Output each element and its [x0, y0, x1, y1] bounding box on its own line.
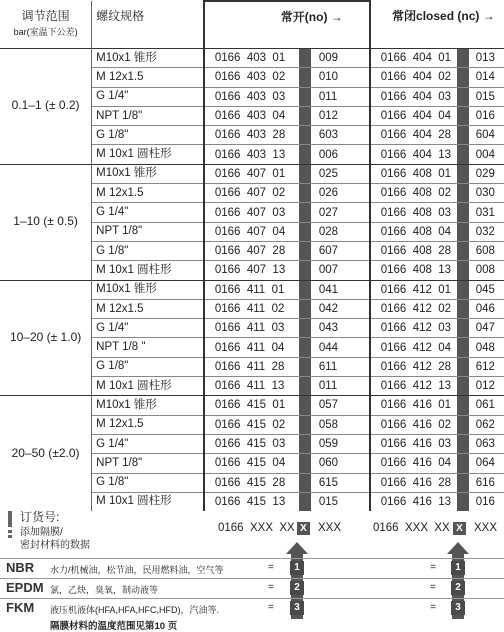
nc-divider-bar [457, 87, 469, 106]
nc-cell [370, 338, 504, 357]
no-part-number: 0166 407 03 [214, 206, 286, 219]
nc-cell [370, 299, 504, 318]
thread-cell: M 12x1.5 [92, 184, 204, 203]
no-suffix: 011 [318, 90, 338, 103]
no-suffix: 015 [318, 495, 339, 508]
no-cell [204, 473, 370, 492]
nc-cell [370, 434, 504, 453]
no-suffix: 026 [318, 187, 339, 200]
thread-cell: M10x1 锥形 [92, 164, 204, 183]
nc-order-suffix: XXX [474, 522, 498, 534]
nc-cell [370, 396, 504, 415]
no-suffix: 011 [318, 380, 338, 393]
no-suffix: 057 [318, 399, 339, 412]
order-line2: 添加隔膜/ [20, 527, 63, 538]
nc-cell [370, 87, 504, 106]
no-suffix: 060 [318, 457, 339, 470]
no-part-number: 0166 403 02 [214, 71, 286, 84]
nc-part-number: 0166 412 04 [380, 341, 452, 354]
nc-suffix: 062 [475, 418, 495, 431]
table-row [0, 49, 504, 68]
no-cell [204, 87, 370, 106]
nc-divider-bar [457, 68, 469, 87]
material-row [0, 598, 504, 618]
nc-title: 常闭closed (nc) → [392, 9, 495, 23]
nc-cell [370, 319, 504, 338]
nc-suffix: 031 [475, 206, 495, 219]
nc-cell [370, 203, 504, 222]
no-cell [204, 299, 370, 318]
no-suffix: 025 [318, 167, 339, 180]
nc-suffix: 046 [475, 303, 495, 315]
nc-part-number: 0166 412 28 [380, 360, 452, 373]
thread-cell: G 1/8" [92, 357, 204, 376]
no-part-number: 0166 407 01 [214, 167, 286, 180]
thread-cell: M 12x1.5 [92, 68, 204, 87]
nc-suffix: 032 [475, 225, 495, 238]
nc-part-number: 0166 416 01 [380, 399, 452, 412]
thread-cell: M10x1 锥形 [92, 280, 204, 299]
nc-part-number: 0166 404 03 [380, 90, 452, 103]
nc-divider-bar [457, 319, 469, 338]
table-row [0, 280, 504, 299]
thread-cell: M 10x1 圆柱形 [92, 261, 204, 280]
no-suffix: 044 [318, 341, 339, 354]
material-row [0, 578, 504, 598]
no-divider-bar [299, 106, 311, 125]
no-header [204, 1, 370, 49]
no-suffix: 042 [318, 303, 339, 315]
no-part-number: 0166 415 13 [214, 495, 286, 508]
no-divider-bar [299, 164, 311, 183]
nc-suffix: 047 [475, 322, 495, 335]
thread-cell: M 10x1 圆柱形 [92, 145, 204, 164]
nc-divider-bar [457, 434, 469, 453]
nc-divider-bar [457, 126, 469, 145]
no-cell [204, 126, 370, 145]
no-divider-bar [299, 454, 311, 473]
range-value: 10–20 (± 1.0) [9, 329, 82, 344]
no-cell [204, 357, 370, 376]
no-part-number: 0166 415 03 [214, 438, 286, 451]
nc-suffix: 612 [475, 360, 495, 373]
no-divider-bar [299, 415, 311, 434]
no-part-number: 0166 403 03 [214, 90, 286, 103]
range-value: 0.1–1 (± 0.2) [11, 98, 80, 113]
no-suffix: 607 [318, 245, 339, 258]
nc-part-number: 0166 408 01 [380, 167, 452, 180]
nc-divider-bar [457, 261, 469, 280]
no-part-number: 0166 403 04 [214, 110, 286, 123]
no-equals-sign: = [268, 562, 274, 573]
nc-part-number: 0166 412 02 [380, 303, 452, 315]
nc-suffix: 004 [475, 148, 495, 161]
nc-divider-bar [457, 396, 469, 415]
nc-part-number: 0166 416 28 [380, 476, 452, 489]
no-part-number: 0166 407 13 [214, 264, 286, 277]
nc-part-number: 0166 408 04 [380, 225, 452, 238]
nc-suffix: 008 [475, 264, 495, 277]
nc-suffix: 012 [475, 380, 495, 393]
no-suffix: 058 [318, 418, 339, 431]
no-divider-bar [299, 338, 311, 357]
nc-divider-bar [457, 145, 469, 164]
no-suffix: 611 [318, 360, 338, 373]
no-part-number: 0166 415 02 [214, 418, 286, 431]
no-cell [204, 415, 370, 434]
no-divider-bar [299, 319, 311, 338]
no-divider-bar [299, 261, 311, 280]
nc-divider-bar [457, 473, 469, 492]
table-row [0, 396, 504, 415]
nc-part-number: 0166 416 02 [380, 418, 452, 431]
thread-cell: M 10x1 圆柱形 [92, 377, 204, 396]
thread-cell: NPT 1/8 " [92, 338, 204, 357]
thread-cell: M 12x1.5 [92, 415, 204, 434]
thread-cell: NPT 1/8" [92, 106, 204, 125]
no-divider-bar [299, 222, 311, 241]
nc-divider-bar [457, 338, 469, 357]
range-cell [0, 49, 92, 165]
nc-equals-sign: = [430, 582, 436, 593]
no-equals-sign: = [268, 602, 274, 613]
nc-cell [370, 184, 504, 203]
no-part-number: 0166 415 28 [214, 476, 286, 489]
no-material-code: 3 [290, 601, 304, 615]
no-suffix: 043 [318, 322, 339, 335]
no-part-number: 0166 411 04 [214, 341, 285, 354]
nc-divider-bar [457, 222, 469, 241]
no-divider-bar [299, 434, 311, 453]
no-cell [204, 106, 370, 125]
range-value: 1–10 (± 0.5) [13, 214, 78, 229]
nc-suffix: 608 [475, 245, 495, 258]
range-value: 20–50 (±2.0) [11, 445, 80, 460]
nc-divider-bar [457, 164, 469, 183]
table-row [0, 164, 504, 183]
nc-suffix: 616 [475, 476, 495, 489]
nc-divider-bar [457, 357, 469, 376]
no-suffix: 028 [318, 225, 339, 238]
no-part-number: 0166 415 01 [214, 399, 286, 412]
nc-suffix: 063 [475, 438, 495, 451]
no-part-number: 0166 411 28 [214, 360, 285, 373]
no-cell [204, 184, 370, 203]
no-part-number: 0166 403 28 [214, 129, 286, 142]
no-part-number: 0166 411 13 [214, 380, 285, 393]
no-divider-bar [299, 87, 311, 106]
exclamation-icon [8, 511, 12, 539]
nc-cell [370, 280, 504, 299]
no-divider-bar [299, 184, 311, 203]
thread-cell: M 10x1 圆柱形 [92, 492, 204, 511]
no-arrow-up-icon [286, 542, 308, 554]
no-cell [204, 319, 370, 338]
thread-header [92, 1, 204, 49]
nc-cell [370, 145, 504, 164]
nc-suffix: 048 [475, 341, 495, 354]
order-label: 订货号: [20, 510, 60, 524]
range-title: 调节范围 [21, 9, 70, 23]
nc-cell [370, 415, 504, 434]
range-subtitle: bar(室温下公差) [13, 27, 78, 37]
thread-cell: G 1/4" [92, 203, 204, 222]
material-row [0, 558, 504, 578]
nc-part-number: 0166 408 02 [380, 187, 452, 200]
no-suffix: 010 [318, 71, 339, 84]
no-cell [204, 338, 370, 357]
thread-cell: G 1/4" [92, 87, 204, 106]
thread-cell: NPT 1/8" [92, 222, 204, 241]
no-cell [204, 280, 370, 299]
no-part-number: 0166 407 28 [214, 245, 286, 258]
nc-cell [370, 473, 504, 492]
thread-cell: G 1/8" [92, 126, 204, 145]
thread-cell: G 1/4" [92, 434, 204, 453]
no-title: 常开(no) → [280, 10, 343, 24]
thread-cell: M 12x1.5 [92, 299, 204, 318]
nc-divider-bar [457, 377, 469, 396]
nc-part-number: 0166 404 02 [380, 71, 452, 84]
no-cell [204, 68, 370, 87]
nc-cell [370, 241, 504, 260]
nc-suffix: 030 [475, 187, 495, 200]
no-part-number: 0166 407 02 [214, 187, 286, 200]
table-body [0, 49, 504, 512]
thread-cell: NPT 1/8" [92, 454, 204, 473]
nc-divider-bar [457, 49, 469, 68]
nc-divider-bar [457, 241, 469, 260]
no-part-number: 0166 407 04 [214, 225, 286, 238]
material-description: 液压机液体(HFA,HFA,HFC,HFD)，汽油等. [50, 605, 219, 615]
no-divider-bar [299, 357, 311, 376]
nc-part-number: 0166 404 28 [380, 129, 452, 142]
nc-suffix: 016 [475, 110, 495, 123]
nc-part-number: 0166 404 01 [380, 52, 452, 65]
range-header [0, 1, 92, 49]
range-cell [0, 164, 92, 280]
nc-cell [370, 68, 504, 87]
nc-suffix: 029 [475, 167, 495, 180]
nc-suffix: 061 [475, 399, 495, 412]
no-cell [204, 434, 370, 453]
no-suffix: 041 [318, 283, 339, 296]
nc-material-code: 1 [451, 561, 465, 575]
nc-header [370, 1, 504, 49]
thread-title: 螺纹规格 [96, 9, 145, 23]
nc-part-number: 0166 408 28 [380, 245, 452, 258]
nc-part-number: 0166 412 13 [380, 380, 452, 393]
nc-part-number: 0166 412 03 [380, 322, 452, 335]
nc-divider-bar [457, 184, 469, 203]
material-description: 水力/机械油，松节油，民用燃料油，空气等 [50, 565, 224, 575]
no-divider-bar [299, 203, 311, 222]
thread-cell: G 1/8" [92, 473, 204, 492]
range-cell [0, 280, 92, 396]
no-part-number: 0166 403 13 [214, 148, 286, 161]
no-divider-bar [299, 68, 311, 87]
no-suffix: 007 [318, 264, 339, 277]
nc-cell [370, 222, 504, 241]
footnote: 隔膜材料的温度范围见第10 页 [50, 621, 178, 632]
no-divider-bar [299, 241, 311, 260]
nc-cell [370, 454, 504, 473]
no-cell [204, 396, 370, 415]
no-divider-bar [299, 280, 311, 299]
no-x-marker: X [297, 522, 310, 535]
no-divider-bar [299, 49, 311, 68]
thread-cell: G 1/4" [92, 319, 204, 338]
nc-divider-bar [457, 454, 469, 473]
no-material-code: 1 [290, 561, 304, 575]
nc-part-number: 0166 408 13 [380, 264, 452, 277]
no-cell [204, 49, 370, 68]
no-order-prefix: 0166 XXX XX [218, 522, 295, 534]
material-name: NBR [6, 560, 35, 575]
no-suffix: 006 [318, 148, 339, 161]
no-order-suffix: XXX [318, 522, 342, 534]
material-name: EPDM [6, 580, 44, 595]
no-cell [204, 241, 370, 260]
nc-order-prefix: 0166 XXX XX [373, 522, 450, 534]
no-divider-bar [299, 126, 311, 145]
nc-suffix: 014 [475, 71, 495, 84]
nc-part-number: 0166 416 13 [380, 495, 452, 508]
no-material-code: 2 [290, 581, 304, 595]
thread-cell: M10x1 锥形 [92, 396, 204, 415]
nc-part-number: 0166 404 04 [380, 110, 452, 123]
nc-cell [370, 49, 504, 68]
no-suffix: 615 [318, 476, 339, 489]
no-cell [204, 261, 370, 280]
no-divider-bar [299, 145, 311, 164]
material-name: FKM [6, 600, 35, 615]
nc-suffix: 045 [475, 283, 495, 296]
no-cell [204, 377, 370, 396]
nc-cell [370, 106, 504, 125]
range-cell [0, 396, 92, 511]
nc-cell [370, 357, 504, 376]
nc-cell [370, 164, 504, 183]
nc-part-number: 0166 416 03 [380, 438, 452, 451]
nc-cell [370, 261, 504, 280]
nc-divider-bar [457, 415, 469, 434]
nc-suffix: 064 [475, 457, 495, 470]
no-equals-sign: = [268, 582, 274, 593]
no-divider-bar [299, 299, 311, 318]
no-suffix: 059 [318, 438, 339, 451]
material-description: 氯，乙炔，臭氧，制动液等 [50, 585, 159, 595]
nc-cell [370, 377, 504, 396]
no-cell [204, 454, 370, 473]
nc-divider-bar [457, 203, 469, 222]
nc-part-number: 0166 416 04 [380, 457, 452, 470]
order-section [0, 505, 504, 632]
no-part-number: 0166 403 01 [214, 52, 286, 65]
no-cell [204, 222, 370, 241]
no-part-number: 0166 411 02 [214, 303, 285, 315]
no-cell [204, 203, 370, 222]
no-suffix: 012 [318, 110, 339, 123]
thread-cell: M10x1 锥形 [92, 49, 204, 68]
no-cell [204, 164, 370, 183]
nc-divider-bar [457, 280, 469, 299]
nc-divider-bar [457, 299, 469, 318]
nc-x-marker: X [453, 522, 466, 535]
nc-suffix: 016 [475, 495, 495, 508]
thread-cell: G 1/8" [92, 241, 204, 260]
no-divider-bar [299, 473, 311, 492]
nc-suffix: 604 [475, 129, 495, 142]
no-part-number: 0166 415 04 [214, 457, 286, 470]
nc-equals-sign: = [430, 602, 436, 613]
no-divider-bar [299, 377, 311, 396]
nc-cell [370, 126, 504, 145]
nc-arrow-up-icon [447, 542, 469, 554]
nc-part-number: 0166 412 01 [380, 283, 452, 296]
no-part-number: 0166 411 01 [214, 283, 285, 296]
nc-part-number: 0166 404 13 [380, 148, 452, 161]
order-line3: 密封材料的数据 [20, 540, 90, 551]
no-divider-bar [299, 396, 311, 415]
nc-divider-bar [457, 106, 469, 125]
no-suffix: 009 [318, 52, 339, 65]
no-part-number: 0166 411 03 [214, 322, 285, 335]
nc-suffix: 013 [475, 52, 495, 65]
nc-material-code: 3 [451, 601, 465, 615]
nc-equals-sign: = [430, 562, 436, 573]
nc-part-number: 0166 408 03 [380, 206, 452, 219]
no-suffix: 603 [318, 129, 339, 142]
nc-suffix: 015 [475, 90, 495, 103]
no-suffix: 027 [318, 206, 339, 219]
nc-material-code: 2 [451, 581, 465, 595]
no-cell [204, 145, 370, 164]
